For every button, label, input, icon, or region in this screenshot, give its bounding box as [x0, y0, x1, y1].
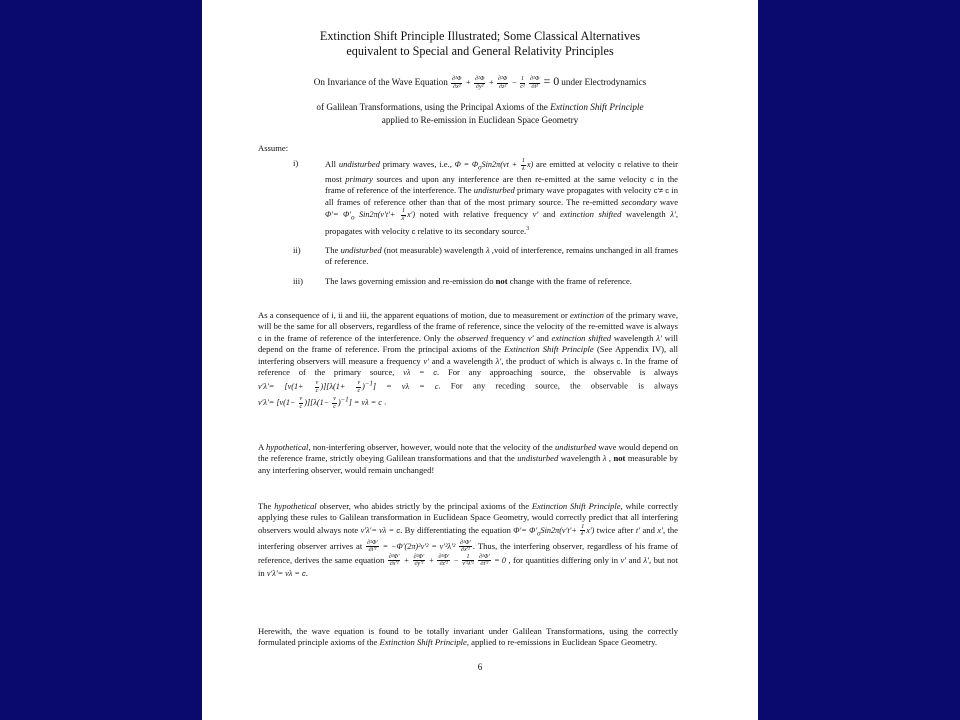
item-label-ii: ii) — [293, 245, 301, 255]
assume-label: Assume: — [258, 143, 289, 153]
paragraph-differentiation: The hypothetical observer, who abides strictly by the principal axioms of the Extinction Shift Principle, while correctly applying these rules to Galilean transformation in Euclidean Space Geometry, would correctly predict that all interfering observers would always note ν′λ′= νλ = c. By differentiating the equation $\Phi'= \Phi'_oSin2\pi(\nu't'+$ $\frac{1}{\lambda'}$ x′) twice after t′ and x′, the interfering observer arrives at $\frac{\text{∂²Φ′}}{\text{∂t′²}}$ = −Φ′(2π)²ν′² = ν′²λ′² $\frac{\text{∂²Φ′}}{\text{∂x′²}}$ . Thus, the interfering observer, regardless of his frame of reference, derives the same equation $\frac{\text{∂²Φ′}}{\text{∂x′²}}$ + $\frac{\text{∂²Φ′}}{\text{∂y′²}}$ + $\frac{\text{∂²Φ′}}{\text{∂z′²}}$ − $\frac{1}{\text{ν′²λ′²}}$ $\frac{\text{∂²Φ′}}{\text{∂t′²}}$ = 0 , for quantities differing only in ν′ and λ′, but not in ν′λ′= νλ = c. — [258, 501, 679, 578]
wave-equation: $\frac{\text{∂²Φ}}{\text{∂x²}}$ + $\frac{\text{∂²Φ}}{\text{∂y²}}$ + $\frac{\text{∂²Φ}}{\text{∂z²}}$ − $\frac{1}{\text{c²}}$ $\frac{\text{∂²Φ}}{\text{∂t²}}$ = 0 — [452, 74, 560, 90]
item-label-i: i) — [293, 158, 299, 168]
item-iii: The laws governing emission and re-emission do not change with the frame of reference. — [325, 276, 632, 286]
title-line-1: Extinction Shift Principle Illustrated; Some Classical Alternatives — [319, 29, 641, 43]
wave-equation-heading: On Invariance of the Wave Equation $\frac{\text{∂²Φ}}{\text{∂x²}}$ + $\frac{\text{∂²Φ}}{\text{∂y²}}$ + $\frac{\text{∂²Φ}}{\text{∂z²}}$ − $\frac{1}{\text{c²}}$ $\frac{\text{∂²Φ}}{\text{∂t²}}$ = 0 under Electrodynamics — [313, 74, 647, 90]
paragraph-conclusion: Herewith, the wave equation is found to be totally invariant under Galilean Transformations, using the correctly formulated principle axioms of the Extinction Shift Principle, applied to re-emissions in Euclidean Space Geometry. — [258, 626, 678, 648]
item-ii: The undisturbed (not measurable) wavelength λ ,void of interference, remains unchanged in all frames of reference. — [325, 245, 678, 267]
page-number: 6 — [477, 662, 483, 672]
document-page — [202, 0, 758, 720]
heading-subtitle: of Galilean Transformations, using the Principal Axioms of the Extinction Shift Principle applied to Re-emission in Euclidean Space Geometry — [316, 102, 644, 125]
item-i: All undisturbed primary waves, i.e., $\Phi = \Phi_oSin2\pi(\nu t$ + $\frac{1}{\lambda}$ x) are emitted at velocity c relative to their most primary sources and upon any interference are then re-emitted at the same velocity c in the frame of reference of the interference. The undisturbed primary wave propagates with velocity c′≠ c in all frames of reference other than that of the most primary source. The re-emitted secondary wave $\Phi'= \Phi'_o$ Sin2π(ν′t′+ $\frac{1}{\lambda'}$ x′) noted with relative frequency ν′ and extinction shifted wavelength λ′, propagates with velocity c relative to its secondary source.$^3$ — [325, 158, 679, 236]
document-title — [202, 29, 758, 59]
paragraph-hypothetical: A hypothetical, non-interfering observer, however, would note that the velocity of the undisturbed wave would depend on the reference frame, strictly obeying Galilean transformations and that the undisturbed wavelength λ , not measurable by any interfering observer, would remain unchanged! — [258, 442, 678, 475]
title-line-2: equivalent to Special and General Relativity Principles — [346, 44, 614, 58]
item-label-iii: iii) — [293, 276, 304, 286]
paragraph-consequence: As a consequence of i, ii and iii, the apparent equations of motion, due to measurement or extinction of the primary wave, will be the same for all observers, regardless of the frame of reference, since the velocity of the re-emitted wave is always c in the frame of reference of the interference. Only the observed frequency ν′ and extinction shifted wavelength λ′ will depend on the frame of reference. From the principal axioms of the Extinction Shift Principle (See Appendix IV), all interfering observers will measure a frequency ν′ and a wavelength λ′, the product of which is always c. In the frame of reference of the primary source, νλ = c. For any approaching source, the observable is always ν′λ′= [ν(1+ $\frac{v}{c}$ )][λ(1+ $\frac{v}{c}$ )$^{-1}$] = νλ = c. For any receding source, the observable is always ν′λ′= [ν(1− $\frac{v}{c}$ )][λ(1− $\frac{v}{c}$ )$^{-1}$] = νλ = c . — [258, 310, 679, 410]
